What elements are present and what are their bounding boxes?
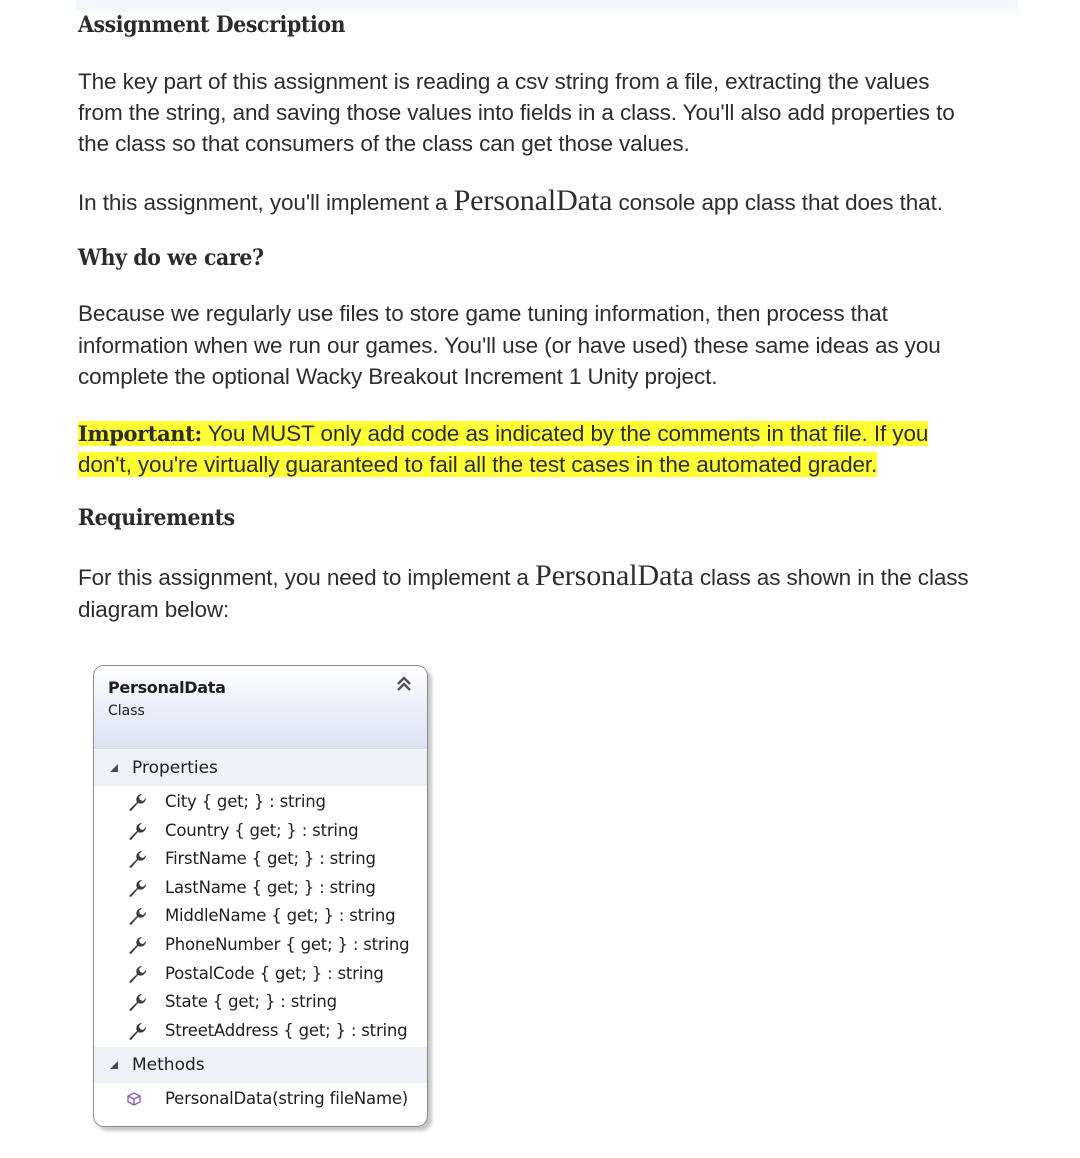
wrench-icon bbox=[126, 935, 148, 955]
class-kind: Class bbox=[108, 703, 145, 719]
heading-why-care: Why do we care? bbox=[78, 245, 264, 271]
text: For this assignment, you need to implement a bbox=[78, 565, 535, 590]
code-class-name: PersonalData bbox=[453, 184, 613, 217]
property-row bbox=[94, 902, 427, 930]
double-chevron-up-icon[interactable] bbox=[395, 674, 413, 694]
important-label: Important: bbox=[78, 421, 202, 446]
wrench-icon bbox=[126, 821, 148, 841]
wrench-icon bbox=[126, 964, 148, 984]
property-row bbox=[94, 874, 427, 902]
paragraph-intro-line-3: the class so that consumers of the class can get those values. bbox=[78, 131, 690, 156]
class-name: PersonalData bbox=[108, 678, 226, 697]
paragraph-why-line-2: information when we run our games. You'll use (or have used) these same ideas as you bbox=[78, 333, 941, 358]
highlighted-text bbox=[78, 421, 928, 446]
property-text: Country { get; } : string bbox=[165, 820, 359, 840]
property-text: PostalCode { get; } : string bbox=[165, 963, 384, 983]
paragraph-implement bbox=[78, 185, 943, 218]
property-text: PhoneNumber { get; } : string bbox=[165, 935, 410, 954]
property-text: FirstName { get; } : string bbox=[165, 849, 376, 869]
important-notice-line-2 bbox=[78, 449, 877, 480]
methods-label: Methods bbox=[132, 1055, 205, 1075]
properties-section-header[interactable] bbox=[94, 750, 427, 786]
heading-requirements: Requirements bbox=[78, 505, 235, 531]
methods-section-header[interactable] bbox=[94, 1047, 427, 1083]
collapse-triangle-icon[interactable] bbox=[110, 1061, 118, 1069]
text: You MUST only add code as indicated by the comments in that file. If you bbox=[201, 421, 929, 446]
wrench-icon bbox=[126, 878, 148, 898]
cube-icon bbox=[126, 1091, 148, 1111]
property-row bbox=[94, 845, 427, 873]
property-text: MiddleName { get; } : string bbox=[165, 906, 396, 926]
class-diagram bbox=[93, 665, 428, 1127]
wrench-icon bbox=[126, 792, 148, 812]
property-row bbox=[94, 960, 427, 988]
paragraph-why-line-3: complete the optional Wacky Breakout Increment 1 Unity project. bbox=[78, 364, 718, 389]
paragraph-intro-line-1: The key part of this assignment is reading a csv string from a file, extracting the values bbox=[78, 69, 930, 94]
heading-assignment-description: Assignment Description bbox=[78, 12, 346, 38]
property-row bbox=[94, 1017, 427, 1045]
important-notice-line-1 bbox=[78, 418, 928, 449]
highlighted-text: don't, you're virtually guaranteed to fail all the test cases in the automated grader. bbox=[78, 452, 878, 477]
property-row bbox=[94, 817, 427, 845]
method-row bbox=[94, 1085, 427, 1113]
paragraph-why-line-1: Because we regularly use files to store game tuning information, then process that bbox=[78, 301, 888, 326]
property-text: StreetAddress { get; } : string bbox=[165, 1020, 408, 1040]
property-text: State { get; } : string bbox=[165, 992, 337, 1012]
text: class as shown in the class bbox=[693, 565, 969, 590]
properties-label: Properties bbox=[132, 758, 218, 778]
property-row bbox=[94, 988, 427, 1016]
paragraph-intro-line-2: from the string, and saving those values into fields in a class. You'll also add properties to bbox=[78, 100, 955, 125]
paragraph-requirements-line-1 bbox=[78, 560, 969, 593]
wrench-icon bbox=[126, 992, 148, 1012]
class-diagram-header bbox=[94, 666, 427, 749]
text: console app class that does that. bbox=[612, 190, 943, 215]
text: In this assignment, you'll implement a bbox=[78, 190, 454, 215]
property-row bbox=[94, 788, 427, 816]
property-row bbox=[94, 931, 427, 959]
property-text: LastName { get; } : string bbox=[165, 877, 376, 897]
wrench-icon bbox=[126, 1021, 148, 1041]
method-text: PersonalData(string fileName) bbox=[165, 1089, 409, 1108]
paragraph-requirements-line-2: diagram below: bbox=[78, 597, 230, 622]
collapse-triangle-icon[interactable] bbox=[110, 764, 118, 772]
property-text: City { get; } : string bbox=[165, 792, 326, 811]
wrench-icon bbox=[126, 906, 148, 926]
code-class-name: PersonalData bbox=[534, 559, 694, 592]
top-band bbox=[75, 0, 1018, 11]
wrench-icon bbox=[126, 849, 148, 869]
